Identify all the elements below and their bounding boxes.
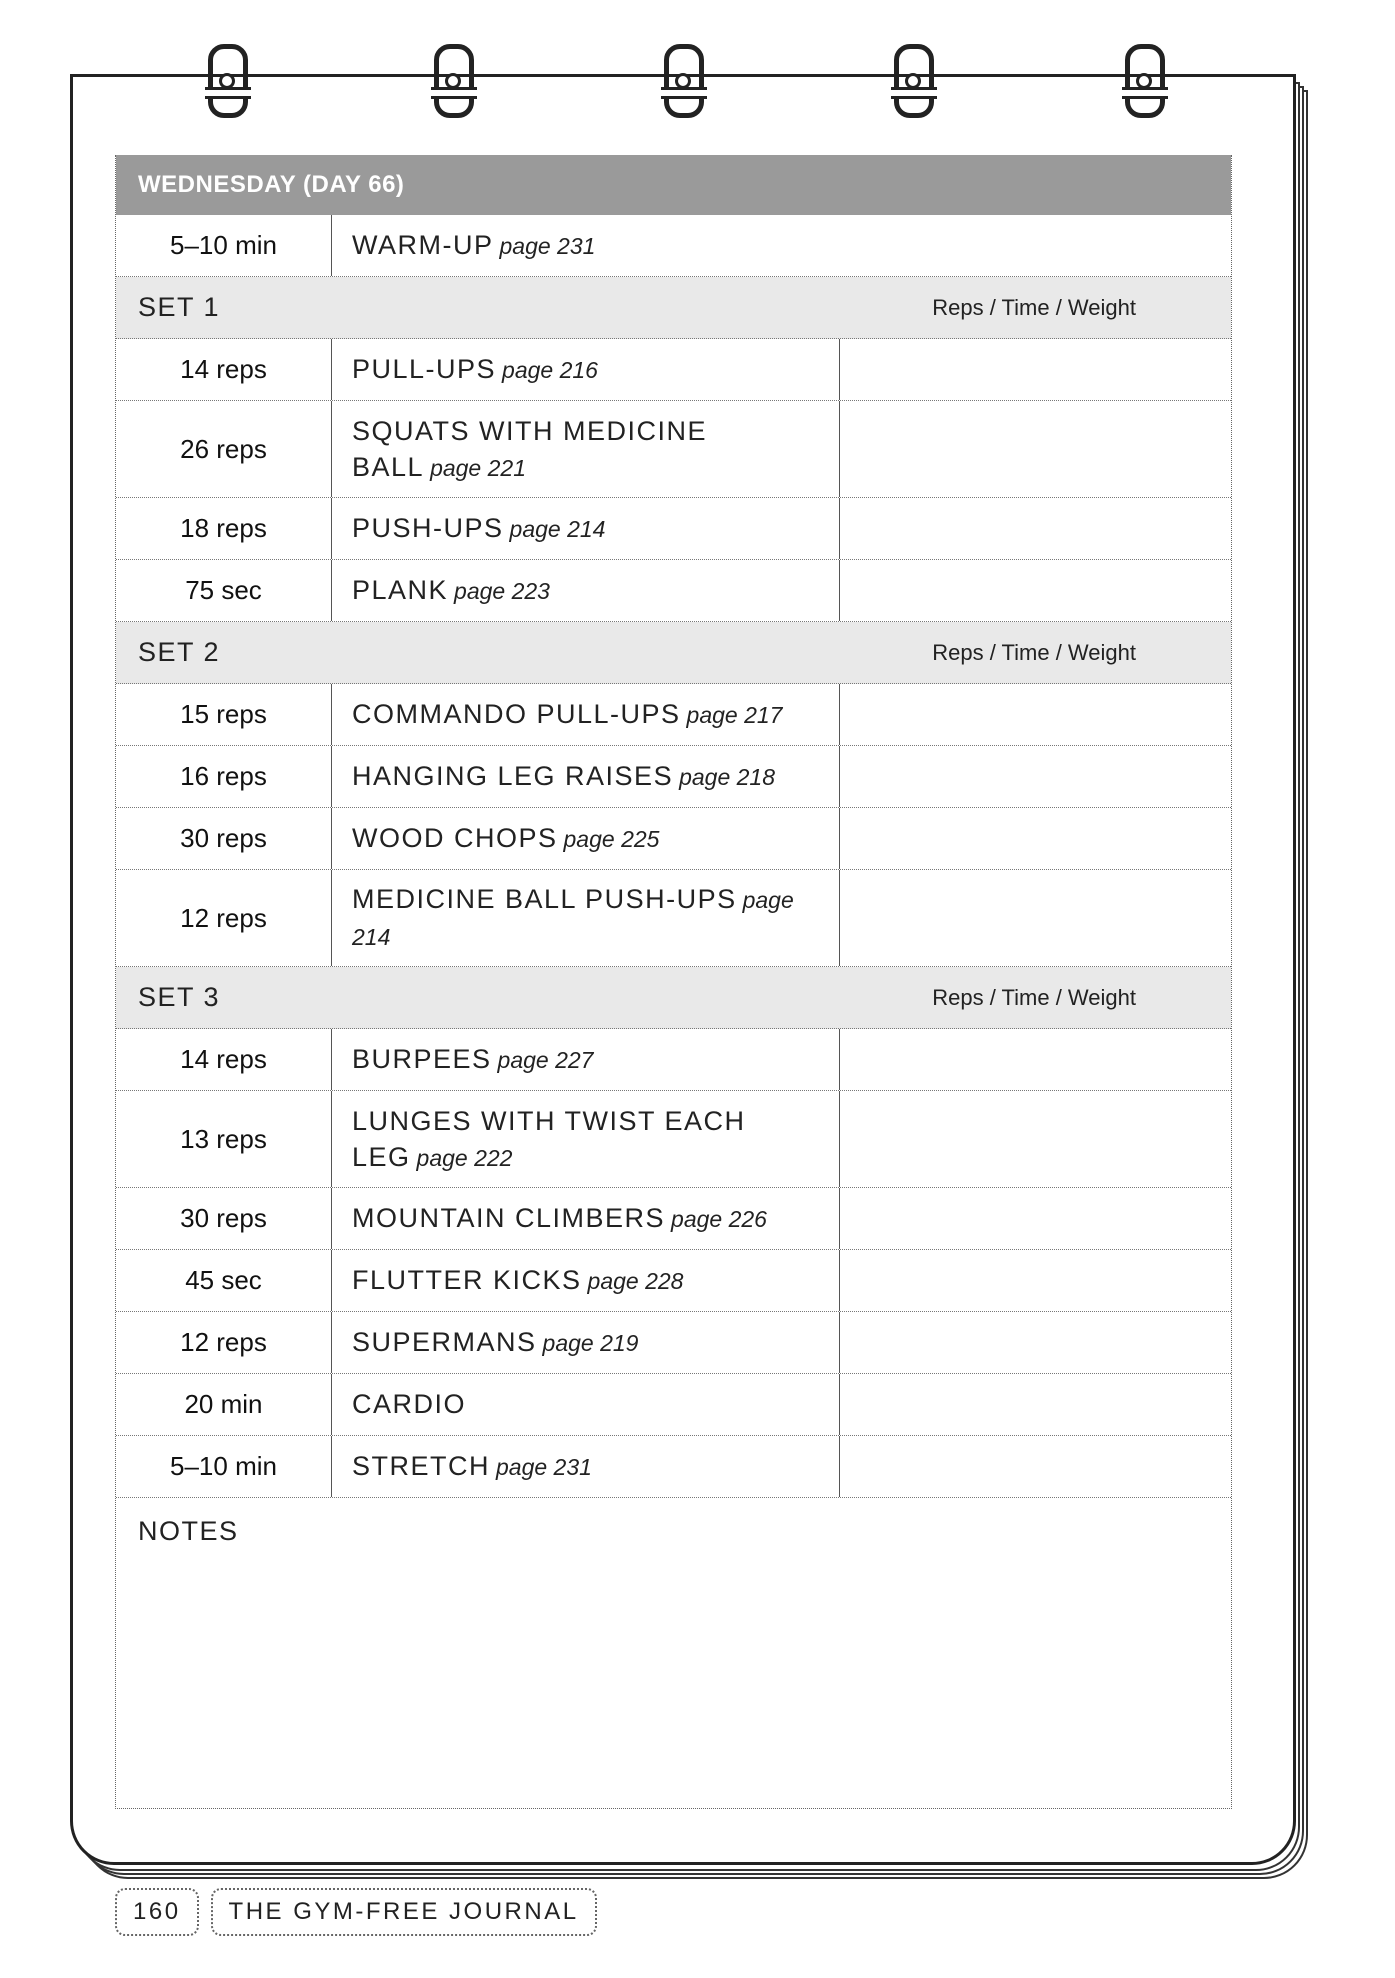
binder-ring-icon <box>894 44 934 118</box>
exercise-row <box>116 684 1231 746</box>
exercise-page-ref: page 226 <box>671 1206 767 1232</box>
page-footer <box>115 1888 597 1936</box>
exercise-page-ref: page 216 <box>502 357 598 383</box>
exercise-name: COMMANDO PULL-UPS <box>352 699 681 729</box>
exercise-name-cell <box>332 1029 840 1090</box>
set-header <box>116 622 1231 684</box>
exercise-name-cell <box>332 1312 840 1373</box>
exercise-name: CARDIO <box>352 1389 467 1419</box>
binder-ring-icon <box>434 44 474 118</box>
exercise-row <box>116 339 1231 401</box>
binder-ring-icon <box>664 44 704 118</box>
exercise-quantity: 14 reps <box>116 1029 332 1090</box>
workout-sheet <box>115 155 1232 1809</box>
exercise-page-ref: page 214 <box>352 887 794 950</box>
exercise-row <box>116 1436 1231 1498</box>
exercise-quantity: 30 reps <box>116 808 332 869</box>
book-title: THE GYM-FREE JOURNAL <box>211 1888 597 1936</box>
exercise-name-cell <box>332 1436 840 1497</box>
exercise-name-cell <box>332 684 840 745</box>
exercise-name-cell <box>332 1091 840 1187</box>
day-title: WEDNESDAY (DAY 66) <box>116 155 1231 215</box>
exercise-quantity: 14 reps <box>116 339 332 400</box>
exercise-quantity: 75 sec <box>116 560 332 621</box>
record-entry-cell[interactable] <box>840 870 1231 966</box>
exercise-page-ref: page 231 <box>496 1454 592 1480</box>
exercise-page-ref: page 227 <box>497 1047 594 1073</box>
exercise-row <box>116 498 1231 560</box>
exercise-quantity: 18 reps <box>116 498 332 559</box>
record-entry-cell[interactable] <box>840 684 1231 745</box>
exercise-row <box>116 1188 1231 1250</box>
exercise-page-ref: page 217 <box>686 702 783 728</box>
exercise-row <box>116 1374 1231 1436</box>
exercise-page-ref: page 231 <box>499 233 596 259</box>
exercise-quantity: 16 reps <box>116 746 332 807</box>
set-header <box>116 967 1231 1029</box>
exercise-name: HANGING LEG RAISES <box>352 761 674 791</box>
exercise-page-ref: page 214 <box>509 516 606 542</box>
exercise-row <box>116 401 1231 498</box>
record-entry-cell[interactable] <box>840 560 1231 621</box>
exercise-name-cell <box>332 498 840 559</box>
exercise-row <box>116 808 1231 870</box>
exercise-quantity: 12 reps <box>116 870 332 966</box>
exercise-name-cell <box>332 746 840 807</box>
exercise-name-cell <box>332 808 840 869</box>
exercise-quantity: 13 reps <box>116 1091 332 1187</box>
exercise-name-cell <box>332 401 840 497</box>
exercise-quantity: 12 reps <box>116 1312 332 1373</box>
record-entry-cell[interactable] <box>840 808 1231 869</box>
exercise-name: MEDICINE BALL PUSH-UPS <box>352 884 737 914</box>
notes-label: NOTES <box>138 1516 239 1546</box>
page-number: 160 <box>115 1888 199 1936</box>
exercise-name: PUSH-UPS <box>352 513 504 543</box>
exercise-quantity: 30 reps <box>116 1188 332 1249</box>
exercise-page-ref: page 218 <box>679 764 776 790</box>
exercise-quantity: 26 reps <box>116 401 332 497</box>
exercise-quantity: 5–10 min <box>116 215 332 276</box>
set-label: SET 3 <box>138 982 221 1012</box>
record-column-header: Reps / Time / Weight <box>932 639 1136 665</box>
record-entry-cell[interactable] <box>840 1091 1231 1187</box>
exercise-name-cell <box>332 1374 840 1435</box>
exercise-name: PULL-UPS <box>352 354 497 384</box>
exercise-name: BURPEES <box>352 1044 492 1074</box>
exercise-row <box>116 1250 1231 1312</box>
exercise-name: PLANK <box>352 575 449 605</box>
exercise-name: WARM-UP <box>352 230 494 260</box>
binder-ring-icon <box>1125 44 1165 118</box>
record-entry-cell[interactable] <box>840 1312 1231 1373</box>
exercise-name-cell <box>332 560 840 621</box>
set-label: SET 2 <box>138 637 221 667</box>
exercise-name: SQUATS WITH MEDICINE BALL <box>352 415 708 482</box>
warmup-row <box>116 215 1231 277</box>
exercise-name-cell <box>332 870 840 966</box>
exercise-row <box>116 560 1231 622</box>
exercise-name: LUNGES WITH TWIST EACH LEG <box>352 1105 746 1172</box>
exercise-name-cell <box>332 1188 840 1249</box>
record-entry-cell[interactable] <box>840 339 1231 400</box>
exercise-name: MOUNTAIN CLIMBERS <box>352 1203 666 1233</box>
record-entry-cell[interactable] <box>840 1250 1231 1311</box>
exercise-row <box>116 1029 1231 1091</box>
exercise-quantity: 15 reps <box>116 684 332 745</box>
record-entry-cell[interactable] <box>840 1374 1231 1435</box>
exercise-page-ref: page 219 <box>542 1330 639 1356</box>
set-label: SET 1 <box>138 292 221 322</box>
record-column-header: Reps / Time / Weight <box>932 984 1136 1010</box>
exercise-quantity: 20 min <box>116 1374 332 1435</box>
exercise-name: WOOD CHOPS <box>352 823 558 853</box>
exercise-quantity: 45 sec <box>116 1250 332 1311</box>
binder-ring-icon <box>208 44 248 118</box>
exercise-row <box>116 1091 1231 1188</box>
exercise-row <box>116 870 1231 967</box>
exercise-name: STRETCH <box>352 1451 490 1481</box>
record-entry-cell[interactable] <box>840 1029 1231 1090</box>
exercise-name-cell <box>332 339 840 400</box>
exercise-row <box>116 746 1231 808</box>
exercise-name: FLUTTER KICKS <box>352 1265 582 1295</box>
sets-container <box>116 277 1231 1498</box>
notes-area[interactable] <box>116 1498 1231 1808</box>
exercise-row <box>116 1312 1231 1374</box>
exercise-name-cell <box>332 215 1231 276</box>
record-entry-cell[interactable] <box>840 1188 1231 1249</box>
exercise-page-ref: page 222 <box>416 1144 513 1171</box>
exercise-name-cell <box>332 1250 840 1311</box>
record-entry-cell[interactable] <box>840 746 1231 807</box>
exercise-page-ref: page 223 <box>454 578 550 604</box>
exercise-quantity: 5–10 min <box>116 1436 332 1497</box>
record-entry-cell[interactable] <box>840 498 1231 559</box>
exercise-page-ref: page 228 <box>587 1268 684 1294</box>
exercise-page-ref: page 221 <box>430 454 526 481</box>
record-column-header: Reps / Time / Weight <box>932 294 1136 320</box>
record-entry-cell[interactable] <box>840 1436 1231 1497</box>
exercise-page-ref: page 225 <box>563 826 660 852</box>
record-entry-cell[interactable] <box>840 401 1231 497</box>
exercise-name: SUPERMANS <box>352 1327 537 1357</box>
set-header <box>116 277 1231 339</box>
